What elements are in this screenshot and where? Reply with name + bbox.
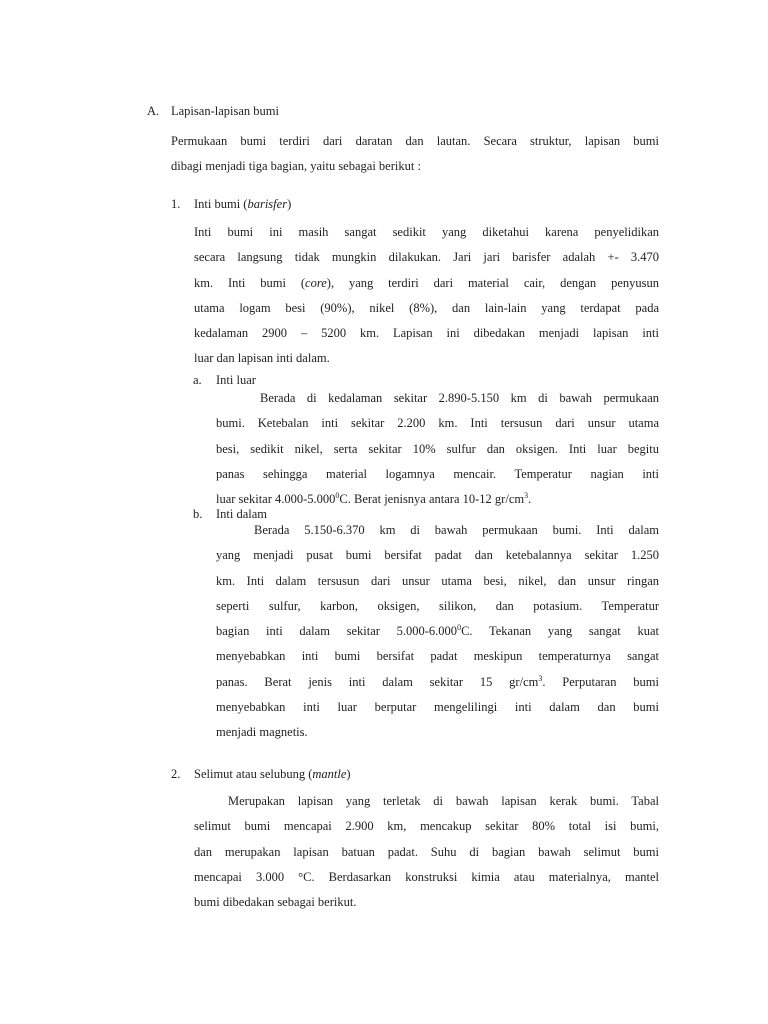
sub-a-line-part: . bbox=[528, 492, 532, 507]
sub-a-line: besi, sedikit nikel, serta sekitar 10% sulfur dan oksigen. Inti luar begitu bbox=[216, 441, 659, 456]
sub-b-line-part: panas. Berat jenis inti dalam sekitar 15 gr/cm bbox=[216, 674, 539, 689]
item-2-paragraph bbox=[194, 789, 659, 915]
item-1-line bbox=[194, 271, 659, 296]
item-2-title bbox=[194, 767, 351, 782]
sub-b-line-part: C. Tekanan yang sangat kuat bbox=[461, 624, 659, 639]
section-a-intro bbox=[171, 129, 659, 180]
sub-a-line: Berada di kedalaman sekitar 2.890-5.150 km di bawah permukaan bbox=[260, 391, 659, 405]
item-2-title-text: Selimut atau selubung ( bbox=[194, 767, 313, 781]
item-1-title-text: Inti bumi ( bbox=[194, 197, 248, 211]
sub-b-line: menyebabkan inti bumi bersifat padat meskipun temperaturnya sangat bbox=[216, 649, 659, 664]
sub-b-paragraph bbox=[216, 518, 659, 746]
degree-superscript: 0 bbox=[335, 491, 340, 501]
intro-line-2: dibagi menjadi tiga bagian, yaitu sebagai berikut : bbox=[171, 159, 421, 174]
sub-a-line: bumi. Ketebalan inti sekitar 2.200 km. Inti tersusun dari unsur utama bbox=[216, 416, 659, 431]
sub-b-line bbox=[216, 670, 659, 695]
sub-b-line: menjadi magnetis. bbox=[216, 725, 308, 740]
item-1-paragraph bbox=[194, 220, 659, 372]
sub-a-line: panas sehingga material logamnya mencair. Temperatur nagian inti bbox=[216, 466, 659, 481]
item-1-line: secara langsung tidak mungkin dilakukan. Jari jari barisfer adalah +- 3.470 bbox=[194, 250, 659, 265]
sub-b-line: yang menjadi pusat bumi bersifat padat dan ketebalannya sekitar 1.250 bbox=[216, 548, 659, 563]
intro-line-1: Permukaan bumi terdiri dari daratan dan lautan. Secara struktur, lapisan bumi bbox=[171, 134, 659, 148]
item-1-line-part: km. Inti bumi ( bbox=[194, 275, 306, 290]
sub-b-line: km. Inti dalam tersusun dari unsur utama besi, nikel, dan unsur ringan bbox=[216, 573, 659, 588]
item-2-title-suffix: ) bbox=[346, 767, 351, 781]
item-1-line-part: ), yang terdiri dari material cair, dengan penyusun bbox=[326, 275, 659, 290]
item-1-title-italic: barisfer bbox=[247, 197, 288, 211]
sub-a-paragraph bbox=[216, 386, 659, 512]
item-2-title-italic: mantle bbox=[312, 767, 347, 781]
degree-superscript: 0 bbox=[457, 623, 462, 633]
item-1-line: Inti bumi ini masih sangat sedikit yang diketahui karena penyelidikan bbox=[194, 225, 659, 239]
sub-b-line bbox=[216, 619, 659, 644]
section-a-marker: A. bbox=[147, 104, 160, 118]
item-1-title-suffix: ) bbox=[287, 197, 292, 211]
sub-b-line-part: bagian inti dalam sekitar 5.000-6.000 bbox=[216, 624, 458, 639]
item-1-marker: 1. bbox=[171, 197, 181, 211]
item-2-line: bumi dibedakan sebagai berikut. bbox=[194, 895, 357, 910]
sub-a-line-part: C. Berat jenisnya antara 10-12 gr/cm bbox=[339, 492, 525, 507]
cubic-superscript: 3 bbox=[524, 491, 529, 501]
section-a-heading: Lapisan-lapisan bumi bbox=[171, 104, 279, 118]
item-1-line-italic: core bbox=[305, 275, 327, 290]
item-1-line: luar dan lapisan inti dalam. bbox=[194, 351, 330, 366]
sub-b-line: menyebabkan inti luar berputar mengelilingi inti dalam dan bumi bbox=[216, 700, 659, 715]
cubic-superscript: 3 bbox=[538, 673, 543, 683]
sub-a-title: Inti luar bbox=[216, 373, 256, 387]
item-1-title bbox=[194, 197, 291, 212]
sub-a-marker: a. bbox=[193, 373, 202, 387]
item-1-line: kedalaman 2900 – 5200 km. Lapisan ini dibedakan menjadi lapisan inti bbox=[194, 326, 659, 341]
item-2-line: Merupakan lapisan yang terletak di bawah lapisan kerak bumi. Tabal bbox=[228, 794, 659, 808]
sub-b-marker: b. bbox=[193, 507, 203, 521]
sub-a-line-part: luar sekitar 4.000-5.000 bbox=[216, 492, 336, 507]
item-2-marker: 2. bbox=[171, 767, 181, 781]
sub-b-line: Berada 5.150-6.370 km di bawah permukaan bumi. Inti dalam bbox=[254, 523, 659, 537]
sub-a-line bbox=[216, 487, 659, 512]
item-2-line: selimut bumi mencapai 2.900 km, mencakup sekitar 80% total isi bumi, bbox=[194, 819, 659, 834]
sub-b-line: seperti sulfur, karbon, oksigen, silikon, dan potasium. Temperatur bbox=[216, 598, 659, 613]
item-2-line: dan merupakan lapisan batuan padat. Suhu di bagian bawah selimut bumi bbox=[194, 844, 659, 859]
item-1-line: utama logam besi (90%), nikel (8%), dan lain-lain yang terdapat pada bbox=[194, 300, 659, 315]
sub-b-title: Inti dalam bbox=[216, 507, 268, 521]
item-2-line: mencapai 3.000 °C. Berdasarkan konstruksi kimia atau materialnya, mantel bbox=[194, 869, 659, 884]
sub-b-line-part: . Perputaran bumi bbox=[542, 674, 659, 689]
